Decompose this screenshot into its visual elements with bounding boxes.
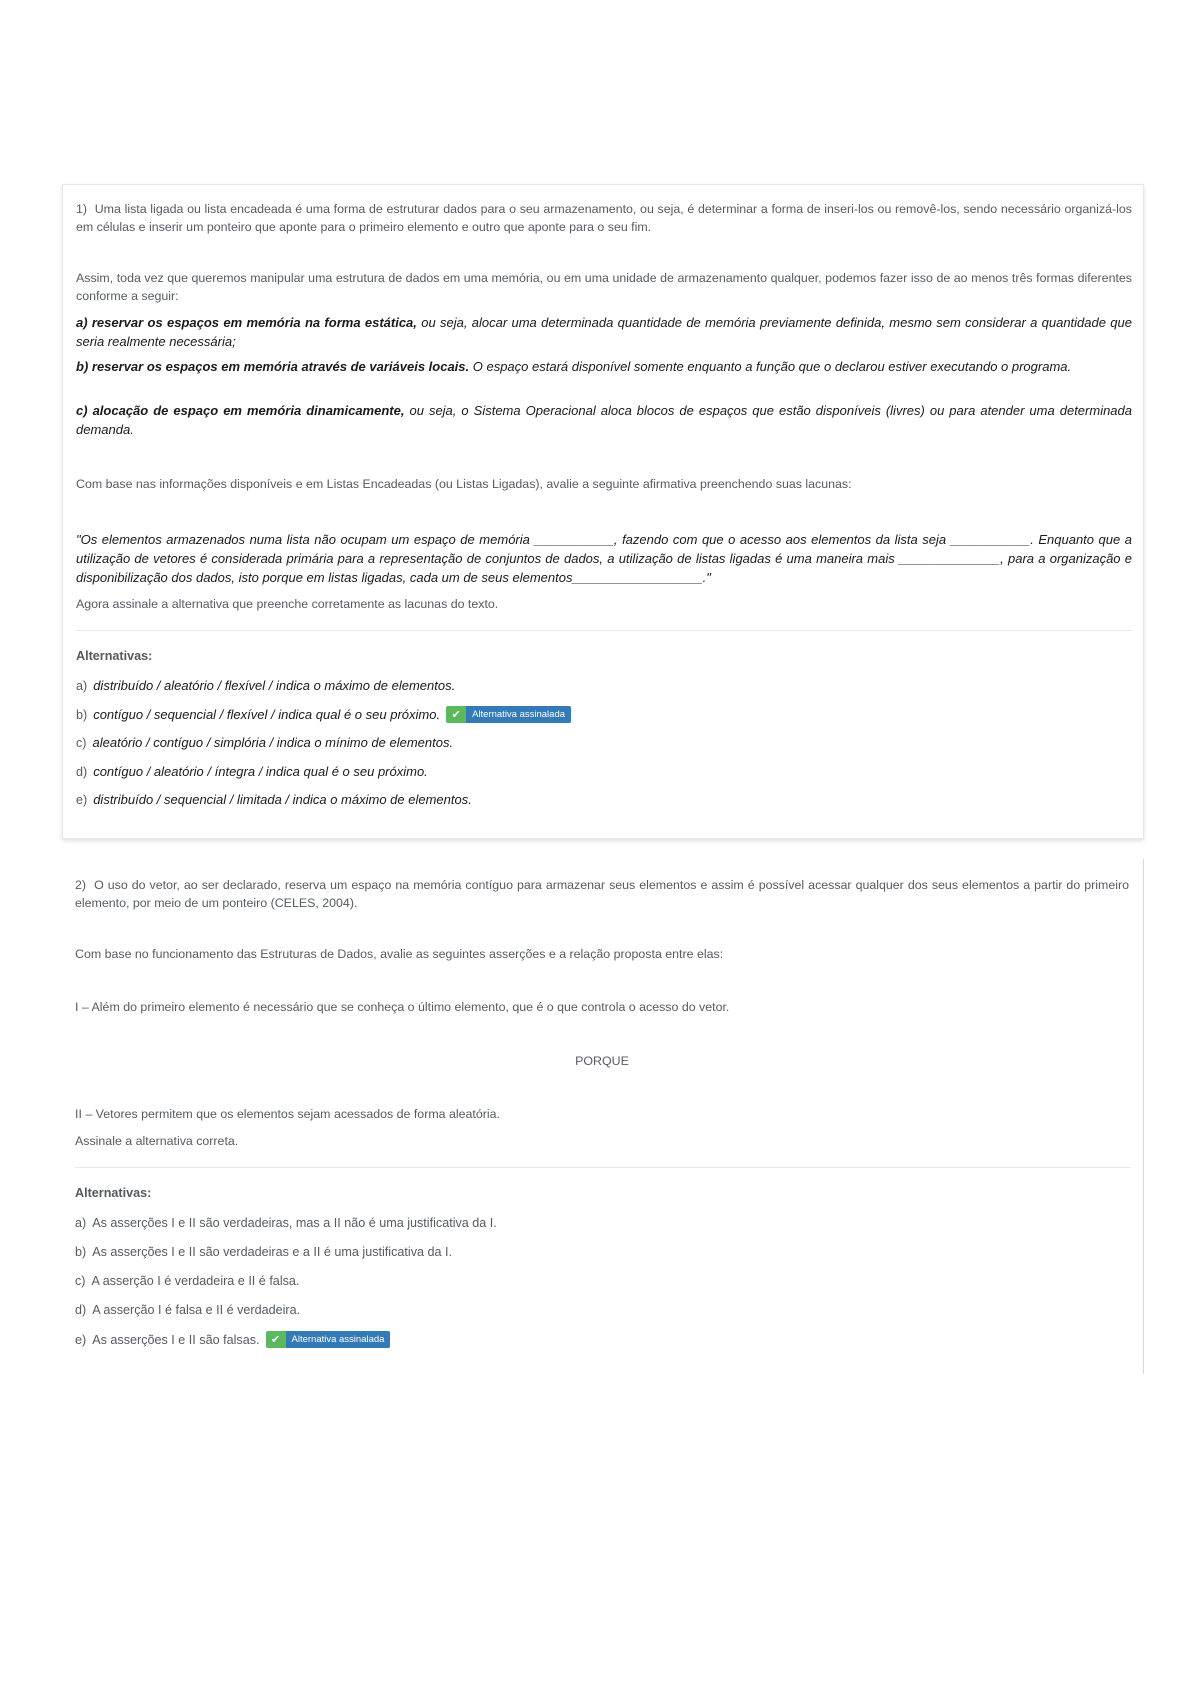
q1-instruction: Agora assinale a alternativa que preenche corretamente as lacunas do texto. <box>76 597 499 611</box>
q1-quote: "Os elementos armazenados numa lista não ocupam um espaço de memória ___________, fazendo com que o acesso aos elementos da lista seja ___________. Enquanto que a utilização de vetores é considerada primária para a representação de conjuntos de dados, a utilização de listas ligadas é uma maneira mais ______________, para a organização e disponibilização dos dados, isto porque em listas ligadas, cada um de seus elementos__________________." <box>76 532 1132 585</box>
q1-alternative-a[interactable]: a) distribuído / aleatório / flexível / indica o máximo de elementos. <box>76 678 456 693</box>
q2-base: Com base no funcionamento das Estruturas de Dados, avalie as seguintes asserções e a relação proposta entre elas: <box>75 947 724 961</box>
q1-item-a: a) reservar os espaços em memória na forma estática, ou seja, alocar uma determinada quantidade de memória previamente definida, mesmo sem considerar a quantidade que seria realmente necessária; <box>76 315 1132 349</box>
q2-alternatives-title: Alternativas: <box>75 1186 152 1200</box>
q1-item-b: b) reservar os espaços em memória através de variáveis locais. O espaço estará disponível somente enquanto a função que o declarou estiver executando o programa. <box>76 359 1072 374</box>
q2-alternative-d[interactable]: d) A asserção I é falsa e II é verdadeira. <box>75 1303 301 1317</box>
q2-instruction: Assinale a alternativa correta. <box>75 1134 239 1148</box>
question-2-card <box>62 859 1144 1374</box>
q1-alternative-e[interactable]: e) distribuído / sequencial / limitada / indica o máximo de elementos. <box>76 792 472 807</box>
q1-divider <box>76 630 1132 631</box>
q1-base: Com base nas informações disponíveis e em Listas Encadeadas (ou Listas Ligadas), avalie a seguinte afirmativa preenchendo suas lacunas: <box>76 477 852 491</box>
q1-assim: Assim, toda vez que queremos manipular uma estrutura de dados em uma memória, ou em uma unidade de armazenamento qualquer, podemos fazer isso de ao menos três formas diferentes conforme a seguir: <box>76 271 1132 303</box>
q2-assertion-2: II – Vetores permitem que os elementos sejam acessados de forma aleatória. <box>75 1107 500 1121</box>
q2-alternative-a[interactable]: a) As asserções I e II são verdadeiras, mas a II não é uma justificativa da I. <box>75 1216 497 1230</box>
q1-alternative-c[interactable]: c) aleatório / contíguo / simplória / indica o mínimo de elementos. <box>76 735 454 750</box>
q2-intro: 2) O uso do vetor, ao ser declarado, reserva um espaço na memória contíguo para armazenar seus elementos e assim é possível acessar qualquer dos seus elementos a partir do primeiro elemento, por meio de um ponteiro (CELES, 2004). <box>75 878 1129 910</box>
question-1-card <box>62 184 1144 839</box>
q2-porque: PORQUE <box>575 1054 629 1068</box>
q1-alternative-b[interactable]: b) contíguo / sequencial / flexível / indica qual é o seu próximo. ✔ Alternativa assinalada <box>76 706 571 723</box>
selected-badge: ✔ Alternativa assinalada <box>266 1331 391 1348</box>
selected-badge: ✔ Alternativa assinalada <box>446 706 571 723</box>
q2-alternative-e[interactable]: e) As asserções I e II são falsas. ✔ Alternativa assinalada <box>75 1331 390 1348</box>
q2-assertion-1: I – Além do primeiro elemento é necessário que se conheça o último elemento, que é o que controla o acesso do vetor. <box>75 1000 730 1014</box>
check-icon: ✔ <box>446 706 466 723</box>
check-icon: ✔ <box>266 1331 286 1348</box>
q1-alternatives-title: Alternativas: <box>76 649 153 663</box>
q1-alternative-d[interactable]: d) contíguo / aleatório / íntegra / indica qual é o seu próximo. <box>76 764 428 779</box>
q2-divider <box>75 1167 1131 1168</box>
q1-intro: 1) Uma lista ligada ou lista encadeada é uma forma de estruturar dados para o seu armazenamento, ou seja, é determinar a forma de inseri-los ou removê-los, sendo necessário organizá-los em células e inserir um ponteiro que aponte para o primeiro elemento e outro que aponte para o seu fim. <box>76 202 1132 234</box>
q2-alternative-b[interactable]: b) As asserções I e II são verdadeiras e a II é uma justificativa da I. <box>75 1245 452 1259</box>
q2-alternative-c[interactable]: c) A asserção I é verdadeira e II é falsa. <box>75 1274 300 1288</box>
q1-item-c: c) alocação de espaço em memória dinamicamente, ou seja, o Sistema Operacional aloca blocos de espaços que estão disponíveis (livres) ou para atender uma determinada demanda. <box>76 403 1132 437</box>
